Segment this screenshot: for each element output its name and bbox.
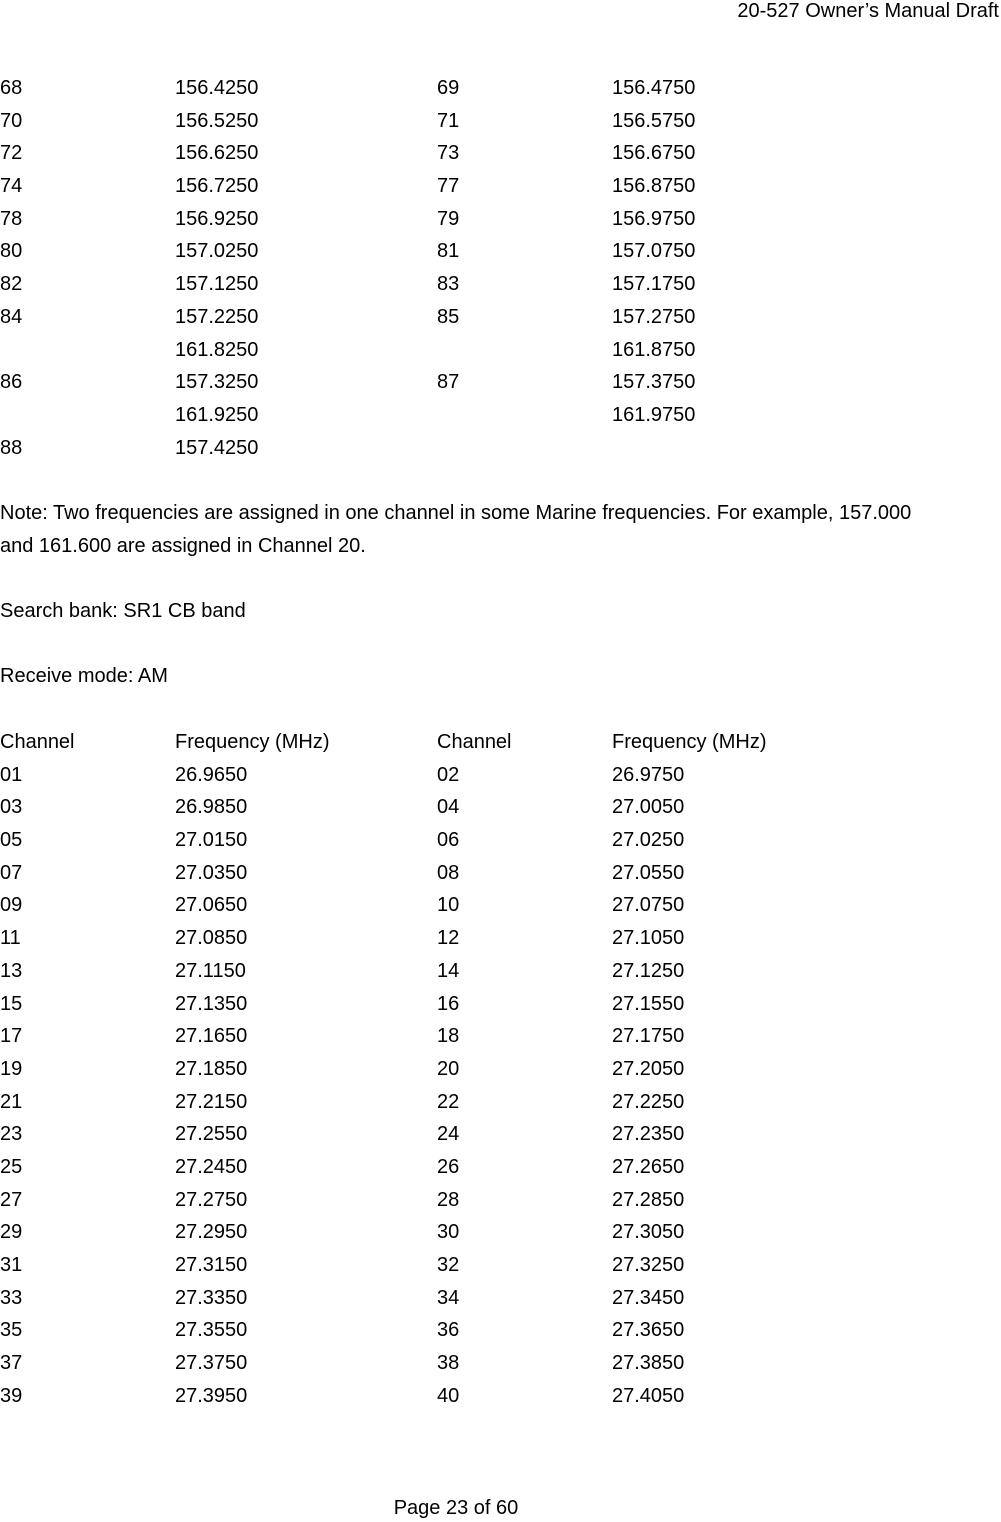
table-row bbox=[0, 1221, 1001, 1254]
channel-cell: 38 bbox=[437, 1352, 460, 1375]
table-row bbox=[0, 1058, 1001, 1091]
frequency-cell: 27.1150 bbox=[175, 959, 246, 982]
channel-cell: 11 bbox=[0, 927, 21, 950]
frequency-cell: 27.1250 bbox=[612, 959, 685, 982]
table-row bbox=[0, 1319, 1001, 1352]
channel-cell: 71 bbox=[437, 109, 460, 132]
frequency-cell: 157.3750 bbox=[612, 371, 696, 394]
frequency-cell: 27.2850 bbox=[612, 1188, 685, 1211]
channel-cell: 88 bbox=[0, 436, 23, 459]
channel-cell: 80 bbox=[0, 240, 23, 263]
frequency-cell: 27.2950 bbox=[175, 1221, 248, 1244]
frequency-cell: 27.0150 bbox=[175, 829, 248, 852]
channel-cell: 03 bbox=[0, 796, 23, 819]
channel-cell: 33 bbox=[0, 1286, 23, 1309]
table-row bbox=[0, 1254, 1001, 1287]
column-header: Frequency (MHz) bbox=[612, 731, 767, 753]
frequency-cell: 157.4250 bbox=[175, 436, 259, 459]
frequency-cell: 27.2750 bbox=[175, 1188, 248, 1211]
frequency-cell: 27.3150 bbox=[175, 1254, 248, 1276]
note-line-1: Note: Two frequencies are assigned in one channel in some Marine frequencies. For example, 157.000 bbox=[0, 502, 912, 524]
frequency-cell: 156.7250 bbox=[175, 175, 259, 198]
channel-cell: 78 bbox=[0, 207, 23, 230]
frequency-cell: 27.1550 bbox=[612, 992, 685, 1015]
frequency-cell: 27.1650 bbox=[175, 1025, 248, 1048]
channel-cell: 30 bbox=[437, 1221, 460, 1244]
channel-cell: 37 bbox=[0, 1352, 23, 1375]
frequency-cell: 157.1750 bbox=[612, 273, 696, 296]
cb-frequency-table bbox=[0, 731, 1001, 1417]
channel-cell: 24 bbox=[437, 1123, 460, 1146]
frequency-cell: 156.8750 bbox=[612, 175, 696, 198]
channel-cell: 73 bbox=[437, 142, 460, 165]
frequency-cell: 27.2250 bbox=[612, 1090, 685, 1113]
marine-frequency-table bbox=[0, 77, 1001, 469]
table-row bbox=[0, 796, 1001, 829]
channel-cell: 79 bbox=[437, 207, 460, 230]
channel-cell: 14 bbox=[437, 959, 460, 982]
frequency-cell: 27.3450 bbox=[612, 1286, 685, 1309]
frequency-cell: 27.0550 bbox=[612, 861, 685, 884]
channel-cell: 15 bbox=[0, 992, 23, 1015]
frequency-cell: 27.0750 bbox=[612, 894, 685, 917]
page-number: Page 23 of 60 bbox=[393, 1497, 519, 1519]
frequency-cell: 27.1350 bbox=[175, 992, 248, 1015]
channel-cell: 18 bbox=[437, 1025, 460, 1048]
frequency-cell: 156.5250 bbox=[175, 109, 259, 132]
table-row bbox=[0, 404, 1001, 437]
table-row bbox=[0, 1287, 1001, 1320]
channel-cell: 39 bbox=[0, 1384, 23, 1407]
frequency-cell: 27.3950 bbox=[175, 1384, 248, 1407]
channel-cell: 12 bbox=[437, 927, 460, 950]
table-row bbox=[0, 175, 1001, 208]
channel-cell: 27 bbox=[0, 1188, 23, 1211]
channel-cell: 16 bbox=[437, 992, 460, 1015]
frequency-cell: 27.3350 bbox=[175, 1286, 248, 1309]
table-row bbox=[0, 927, 1001, 960]
table-row bbox=[0, 437, 1001, 470]
frequency-cell: 156.9250 bbox=[175, 207, 259, 230]
channel-cell: 35 bbox=[0, 1319, 23, 1342]
table-row bbox=[0, 862, 1001, 895]
frequency-cell: 27.4050 bbox=[612, 1384, 685, 1407]
channel-cell: 26 bbox=[437, 1155, 460, 1178]
channel-cell: 29 bbox=[0, 1221, 23, 1244]
channel-cell: 06 bbox=[437, 829, 460, 852]
table-row bbox=[0, 1025, 1001, 1058]
frequency-cell: 27.1850 bbox=[175, 1057, 248, 1080]
table-row bbox=[0, 339, 1001, 372]
frequency-cell: 157.0250 bbox=[175, 240, 259, 263]
channel-cell: 81 bbox=[437, 240, 460, 263]
channel-cell: 74 bbox=[0, 175, 23, 198]
channel-cell: 77 bbox=[437, 175, 460, 198]
channel-cell: 17 bbox=[0, 1025, 23, 1048]
channel-cell: 20 bbox=[437, 1057, 460, 1080]
channel-cell: 31 bbox=[0, 1254, 23, 1276]
table-row bbox=[0, 1189, 1001, 1222]
table-row bbox=[0, 1352, 1001, 1385]
table-row bbox=[0, 306, 1001, 339]
frequency-cell: 156.6250 bbox=[175, 142, 259, 165]
table-row bbox=[0, 894, 1001, 927]
frequency-cell: 161.9750 bbox=[612, 403, 696, 426]
channel-cell: 86 bbox=[0, 371, 23, 394]
frequency-cell: 27.3250 bbox=[612, 1254, 685, 1276]
frequency-cell: 27.2450 bbox=[175, 1155, 248, 1178]
channel-cell: 04 bbox=[437, 796, 460, 819]
table-row bbox=[0, 371, 1001, 404]
frequency-cell: 26.9650 bbox=[175, 763, 248, 786]
frequency-cell: 156.4250 bbox=[175, 77, 259, 99]
channel-cell: 09 bbox=[0, 894, 23, 917]
channel-cell: 36 bbox=[437, 1319, 460, 1342]
channel-cell: 23 bbox=[0, 1123, 23, 1146]
column-header: Frequency (MHz) bbox=[175, 731, 330, 753]
frequency-cell: 27.3550 bbox=[175, 1319, 248, 1342]
channel-cell: 28 bbox=[437, 1188, 460, 1211]
table-row bbox=[0, 1156, 1001, 1189]
frequency-cell: 27.3750 bbox=[175, 1352, 248, 1375]
table-row bbox=[0, 1123, 1001, 1156]
channel-cell: 87 bbox=[437, 371, 460, 394]
channel-cell: 34 bbox=[437, 1286, 460, 1309]
search-bank-label: Search bank: SR1 CB band bbox=[0, 600, 246, 622]
document-header-title: 20-527 Owner’s Manual Draft bbox=[737, 0, 999, 22]
frequency-cell: 156.5750 bbox=[612, 109, 696, 132]
table-row bbox=[0, 1385, 1001, 1418]
frequency-cell: 27.1050 bbox=[612, 927, 685, 950]
frequency-cell: 27.0350 bbox=[175, 861, 248, 884]
frequency-cell: 27.3050 bbox=[612, 1221, 685, 1244]
frequency-cell: 156.6750 bbox=[612, 142, 696, 165]
frequency-cell: 157.2750 bbox=[612, 305, 696, 328]
channel-cell: 84 bbox=[0, 305, 23, 328]
frequency-cell: 27.2350 bbox=[612, 1123, 685, 1146]
frequency-cell: 26.9750 bbox=[612, 763, 685, 786]
frequency-cell: 27.2150 bbox=[175, 1090, 248, 1113]
table-row bbox=[0, 829, 1001, 862]
frequency-cell: 161.9250 bbox=[175, 403, 259, 426]
frequency-cell: 26.9850 bbox=[175, 796, 248, 819]
table-row bbox=[0, 960, 1001, 993]
frequency-cell: 27.0850 bbox=[175, 927, 248, 950]
frequency-cell: 27.3650 bbox=[612, 1319, 685, 1342]
table-header-row bbox=[0, 731, 1001, 764]
table-row bbox=[0, 764, 1001, 797]
receive-mode-label: Receive mode: AM bbox=[0, 665, 168, 687]
channel-cell: 01 bbox=[0, 763, 23, 786]
channel-cell: 08 bbox=[437, 861, 460, 884]
channel-cell: 85 bbox=[437, 305, 460, 328]
frequency-cell: 161.8250 bbox=[175, 338, 259, 361]
column-header: Channel bbox=[0, 731, 75, 753]
table-row bbox=[0, 110, 1001, 143]
table-row bbox=[0, 142, 1001, 175]
table-row bbox=[0, 1091, 1001, 1124]
frequency-cell: 156.4750 bbox=[612, 77, 696, 99]
frequency-cell: 27.0250 bbox=[612, 829, 685, 852]
frequency-cell: 27.0050 bbox=[612, 796, 685, 819]
channel-cell: 72 bbox=[0, 142, 23, 165]
frequency-cell: 27.0650 bbox=[175, 894, 248, 917]
frequency-cell: 156.9750 bbox=[612, 207, 696, 230]
channel-cell: 19 bbox=[0, 1057, 23, 1080]
note-line-2: and 161.600 are assigned in Channel 20. bbox=[0, 535, 366, 557]
frequency-cell: 157.3250 bbox=[175, 371, 259, 394]
channel-cell: 69 bbox=[437, 77, 460, 99]
frequency-cell: 27.2050 bbox=[612, 1057, 685, 1080]
frequency-cell: 161.8750 bbox=[612, 338, 696, 361]
column-header: Channel bbox=[437, 731, 512, 753]
channel-cell: 10 bbox=[437, 894, 460, 917]
channel-cell: 32 bbox=[437, 1254, 460, 1276]
channel-cell: 05 bbox=[0, 829, 23, 852]
channel-cell: 21 bbox=[0, 1090, 23, 1113]
channel-cell: 40 bbox=[437, 1384, 460, 1407]
channel-cell: 22 bbox=[437, 1090, 460, 1113]
channel-cell: 25 bbox=[0, 1155, 23, 1178]
table-row bbox=[0, 208, 1001, 241]
channel-cell: 83 bbox=[437, 273, 460, 296]
table-row bbox=[0, 993, 1001, 1026]
frequency-cell: 27.1750 bbox=[612, 1025, 685, 1048]
frequency-cell: 27.2550 bbox=[175, 1123, 248, 1146]
channel-cell: 70 bbox=[0, 109, 23, 132]
table-row bbox=[0, 240, 1001, 273]
frequency-cell: 157.1250 bbox=[175, 273, 259, 296]
channel-cell: 82 bbox=[0, 273, 23, 296]
frequency-cell: 27.2650 bbox=[612, 1155, 685, 1178]
frequency-cell: 157.0750 bbox=[612, 240, 696, 263]
channel-cell: 07 bbox=[0, 861, 23, 884]
table-row bbox=[0, 77, 1001, 110]
frequency-cell: 157.2250 bbox=[175, 305, 259, 328]
frequency-cell: 27.3850 bbox=[612, 1352, 685, 1375]
channel-cell: 02 bbox=[437, 763, 460, 786]
channel-cell: 13 bbox=[0, 959, 23, 982]
table-row bbox=[0, 273, 1001, 306]
channel-cell: 68 bbox=[0, 77, 23, 99]
